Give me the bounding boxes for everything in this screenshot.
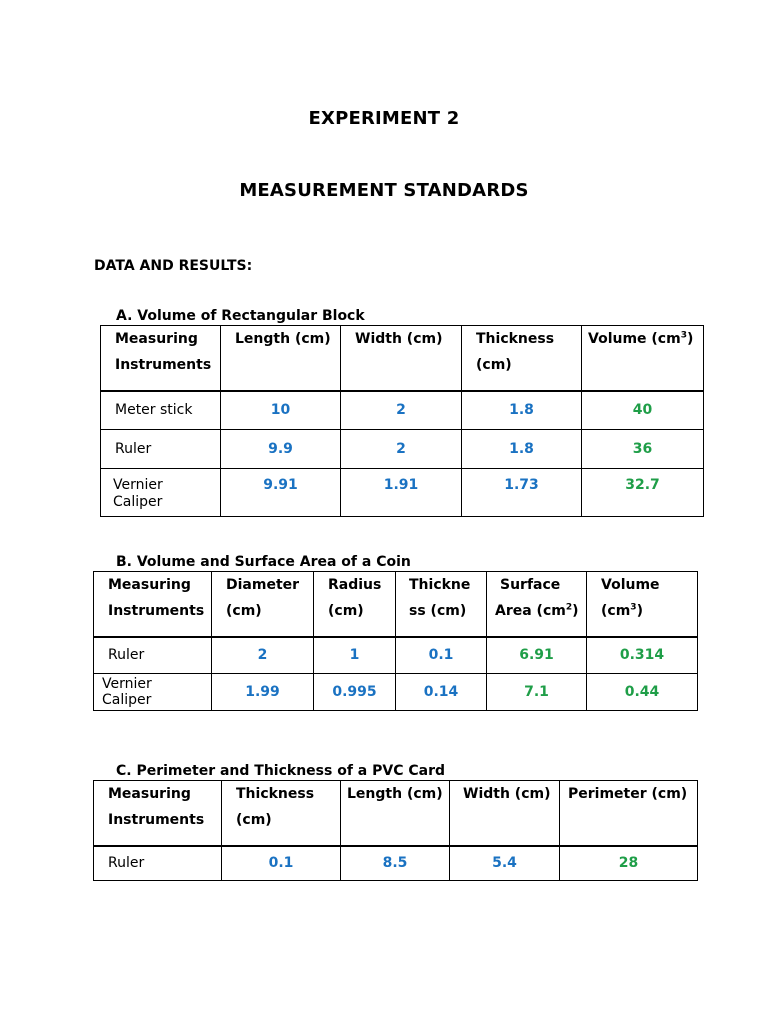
cell-length: 8.5 — [341, 846, 450, 881]
cell-diameter: 2 — [212, 637, 314, 674]
page-subtitle: MEASUREMENT STANDARDS — [239, 180, 529, 201]
header-volume: Volume $(cm^3)$ — [582, 326, 704, 391]
cell-thickness: 1.73 — [462, 469, 582, 517]
page-title: EXPERIMENT 2 — [308, 108, 460, 129]
cell-volume: 40 — [582, 391, 704, 430]
table-b-caption: B. Volume and Surface Area of a Coin — [116, 554, 411, 570]
table-b — [93, 571, 698, 711]
cell-thickness: 0.1 — [396, 637, 487, 674]
cell-volume: 32.7 — [582, 469, 704, 517]
header-perimeter: Perimeter (cm) — [560, 781, 698, 846]
cell-radius: 1 — [314, 637, 396, 674]
table-row — [94, 846, 698, 881]
table-row — [101, 469, 704, 517]
header-instruments: Measuring Instruments — [94, 572, 212, 637]
table-a — [100, 325, 704, 517]
header-instruments: Measuring Instruments — [101, 326, 221, 391]
table-c-caption: C. Perimeter and Thickness of a PVC Card — [116, 763, 446, 779]
cell-instrument: Ruler — [94, 637, 212, 674]
table-c — [93, 780, 698, 881]
header-volume: Volume $(cm^3)$ — [587, 572, 698, 637]
header-length: Length (cm) — [341, 781, 450, 846]
cell-thickness: 1.8 — [462, 430, 582, 469]
table-row — [94, 637, 698, 674]
cell-instrument: Ruler — [94, 846, 222, 881]
table-a-caption: A. Volume of Rectangular Block — [116, 308, 365, 324]
cell-instrument: Vernier Caliper — [101, 469, 221, 517]
cell-length: 9.91 — [221, 469, 341, 517]
cell-volume: 36 — [582, 430, 704, 469]
cell-perimeter: 28 — [560, 846, 698, 881]
table-header-row — [94, 781, 698, 846]
header-length: Length (cm) — [221, 326, 341, 391]
table-row — [101, 430, 704, 469]
cell-thickness: 1.8 — [462, 391, 582, 430]
header-diameter: Diameter (cm) — [212, 572, 314, 637]
header-thickness: Thickness (cm) — [462, 326, 582, 391]
cell-instrument: Vernier Caliper — [94, 674, 212, 711]
table-row — [94, 674, 698, 711]
cell-volume: 0.44 — [587, 674, 698, 711]
cell-radius: 0.995 — [314, 674, 396, 711]
table-header-row — [94, 572, 698, 637]
cell-width: 5.4 — [450, 846, 560, 881]
header-surface-area: Surface Area $(cm^2)$ — [487, 572, 587, 637]
table-header-row — [101, 326, 704, 391]
cell-length: 9.9 — [221, 430, 341, 469]
cell-surface-area: 6.91 — [487, 637, 587, 674]
header-thickness: Thickness (cm) — [222, 781, 341, 846]
cell-width: 2 — [341, 391, 462, 430]
cell-thickness: 0.1 — [222, 846, 341, 881]
section-heading: DATA AND RESULTS: — [94, 258, 253, 274]
cell-width: 2 — [341, 430, 462, 469]
cell-thickness: 0.14 — [396, 674, 487, 711]
header-width: Width (cm) — [341, 326, 462, 391]
cell-diameter: 1.99 — [212, 674, 314, 711]
cell-width: 1.91 — [341, 469, 462, 517]
cell-length: 10 — [221, 391, 341, 430]
table-row — [101, 391, 704, 430]
cell-volume: 0.314 — [587, 637, 698, 674]
cell-instrument: Ruler — [101, 430, 221, 469]
header-width: Width (cm) — [450, 781, 560, 846]
header-instruments: Measuring Instruments — [94, 781, 222, 846]
cell-instrument: Meter stick — [101, 391, 221, 430]
header-thickness: Thickne ss (cm) — [396, 572, 487, 637]
header-radius: Radius (cm) — [314, 572, 396, 637]
cell-surface-area: 7.1 — [487, 674, 587, 711]
